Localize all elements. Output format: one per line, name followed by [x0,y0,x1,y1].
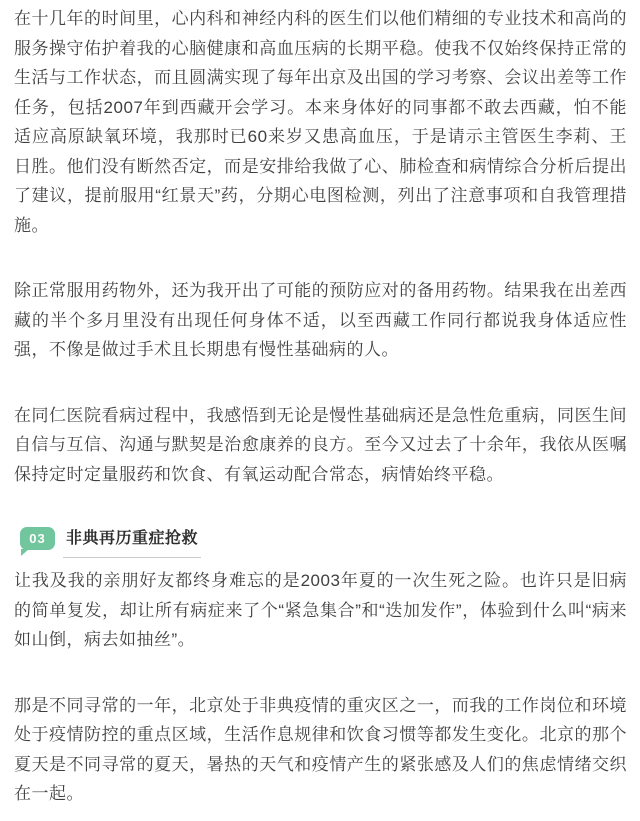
paragraph: 让我及我的亲朋好友都终身难忘的是2003年夏的一次生死之险。也许只是旧病的简单复发，却让所有病症来了个“紧急集合”和“迭加发作”，体验到什么叫“病来如山倒，病去如抽丝”。 [14,571,627,649]
paragraph: 在十几年的时间里，心内科和神经内科的医生们以他们精细的专业技术和高尚的服务操守佑护着我的心脑健康和高血压病的长期平稳。使我不仅始终保持正常的生活与工作状态，而且圆满实现了每年出京及出国的学习考察、会议出差等工作任务，包括2007年到西藏开会学习。本来身体好的同事都不敢去西藏，怕不能适应高原缺氧环境，我那时已60来岁又患高血压，于是请示主管医生李莉、王日胜。他们没有断然否定，而是安排给我做了心、肺检查和病情综合分析后提出了建议，提前服用“红景天”药，分期心电图检测，列出了注意事项和自我管理措施。 [14,9,627,235]
paragraph: 在同仁医院看病过程中，我感悟到无论是慢性基础病还是急性危重病，同医生间自信与互信、沟通与默契是治愈康养的良方。至今又过去了十余年，我依从医嘱保持定时定量服药和饮食、有氧运动配合常态，病情始终平稳。 [14,405,627,484]
paragraph: 那是不同寻常的一年，北京处于非典疫情的重灾区之一，而我的工作岗位和环境处于疫情防控的重点区域，生活作息规律和饮食习惯等都发生变化。北京的那个夏天是不同寻常的夏天，暑热的天气和疫情产生的紧张感及人们的焦虑情绪交织在一起。 [14,695,627,803]
paragraph: 除正常服用药物外，还为我开出了可能的预防应对的备用药物。结果我在出差西藏的半个多月里没有出现任何身体不适，以至西藏工作同行都说我身体适应性强，不像是做过手术且长期患有慢性基础病的人。 [14,281,627,359]
section-header [20,527,627,558]
section-title: 非典再历重症抢救 [63,527,201,558]
section-number-badge: 03 [20,527,55,550]
